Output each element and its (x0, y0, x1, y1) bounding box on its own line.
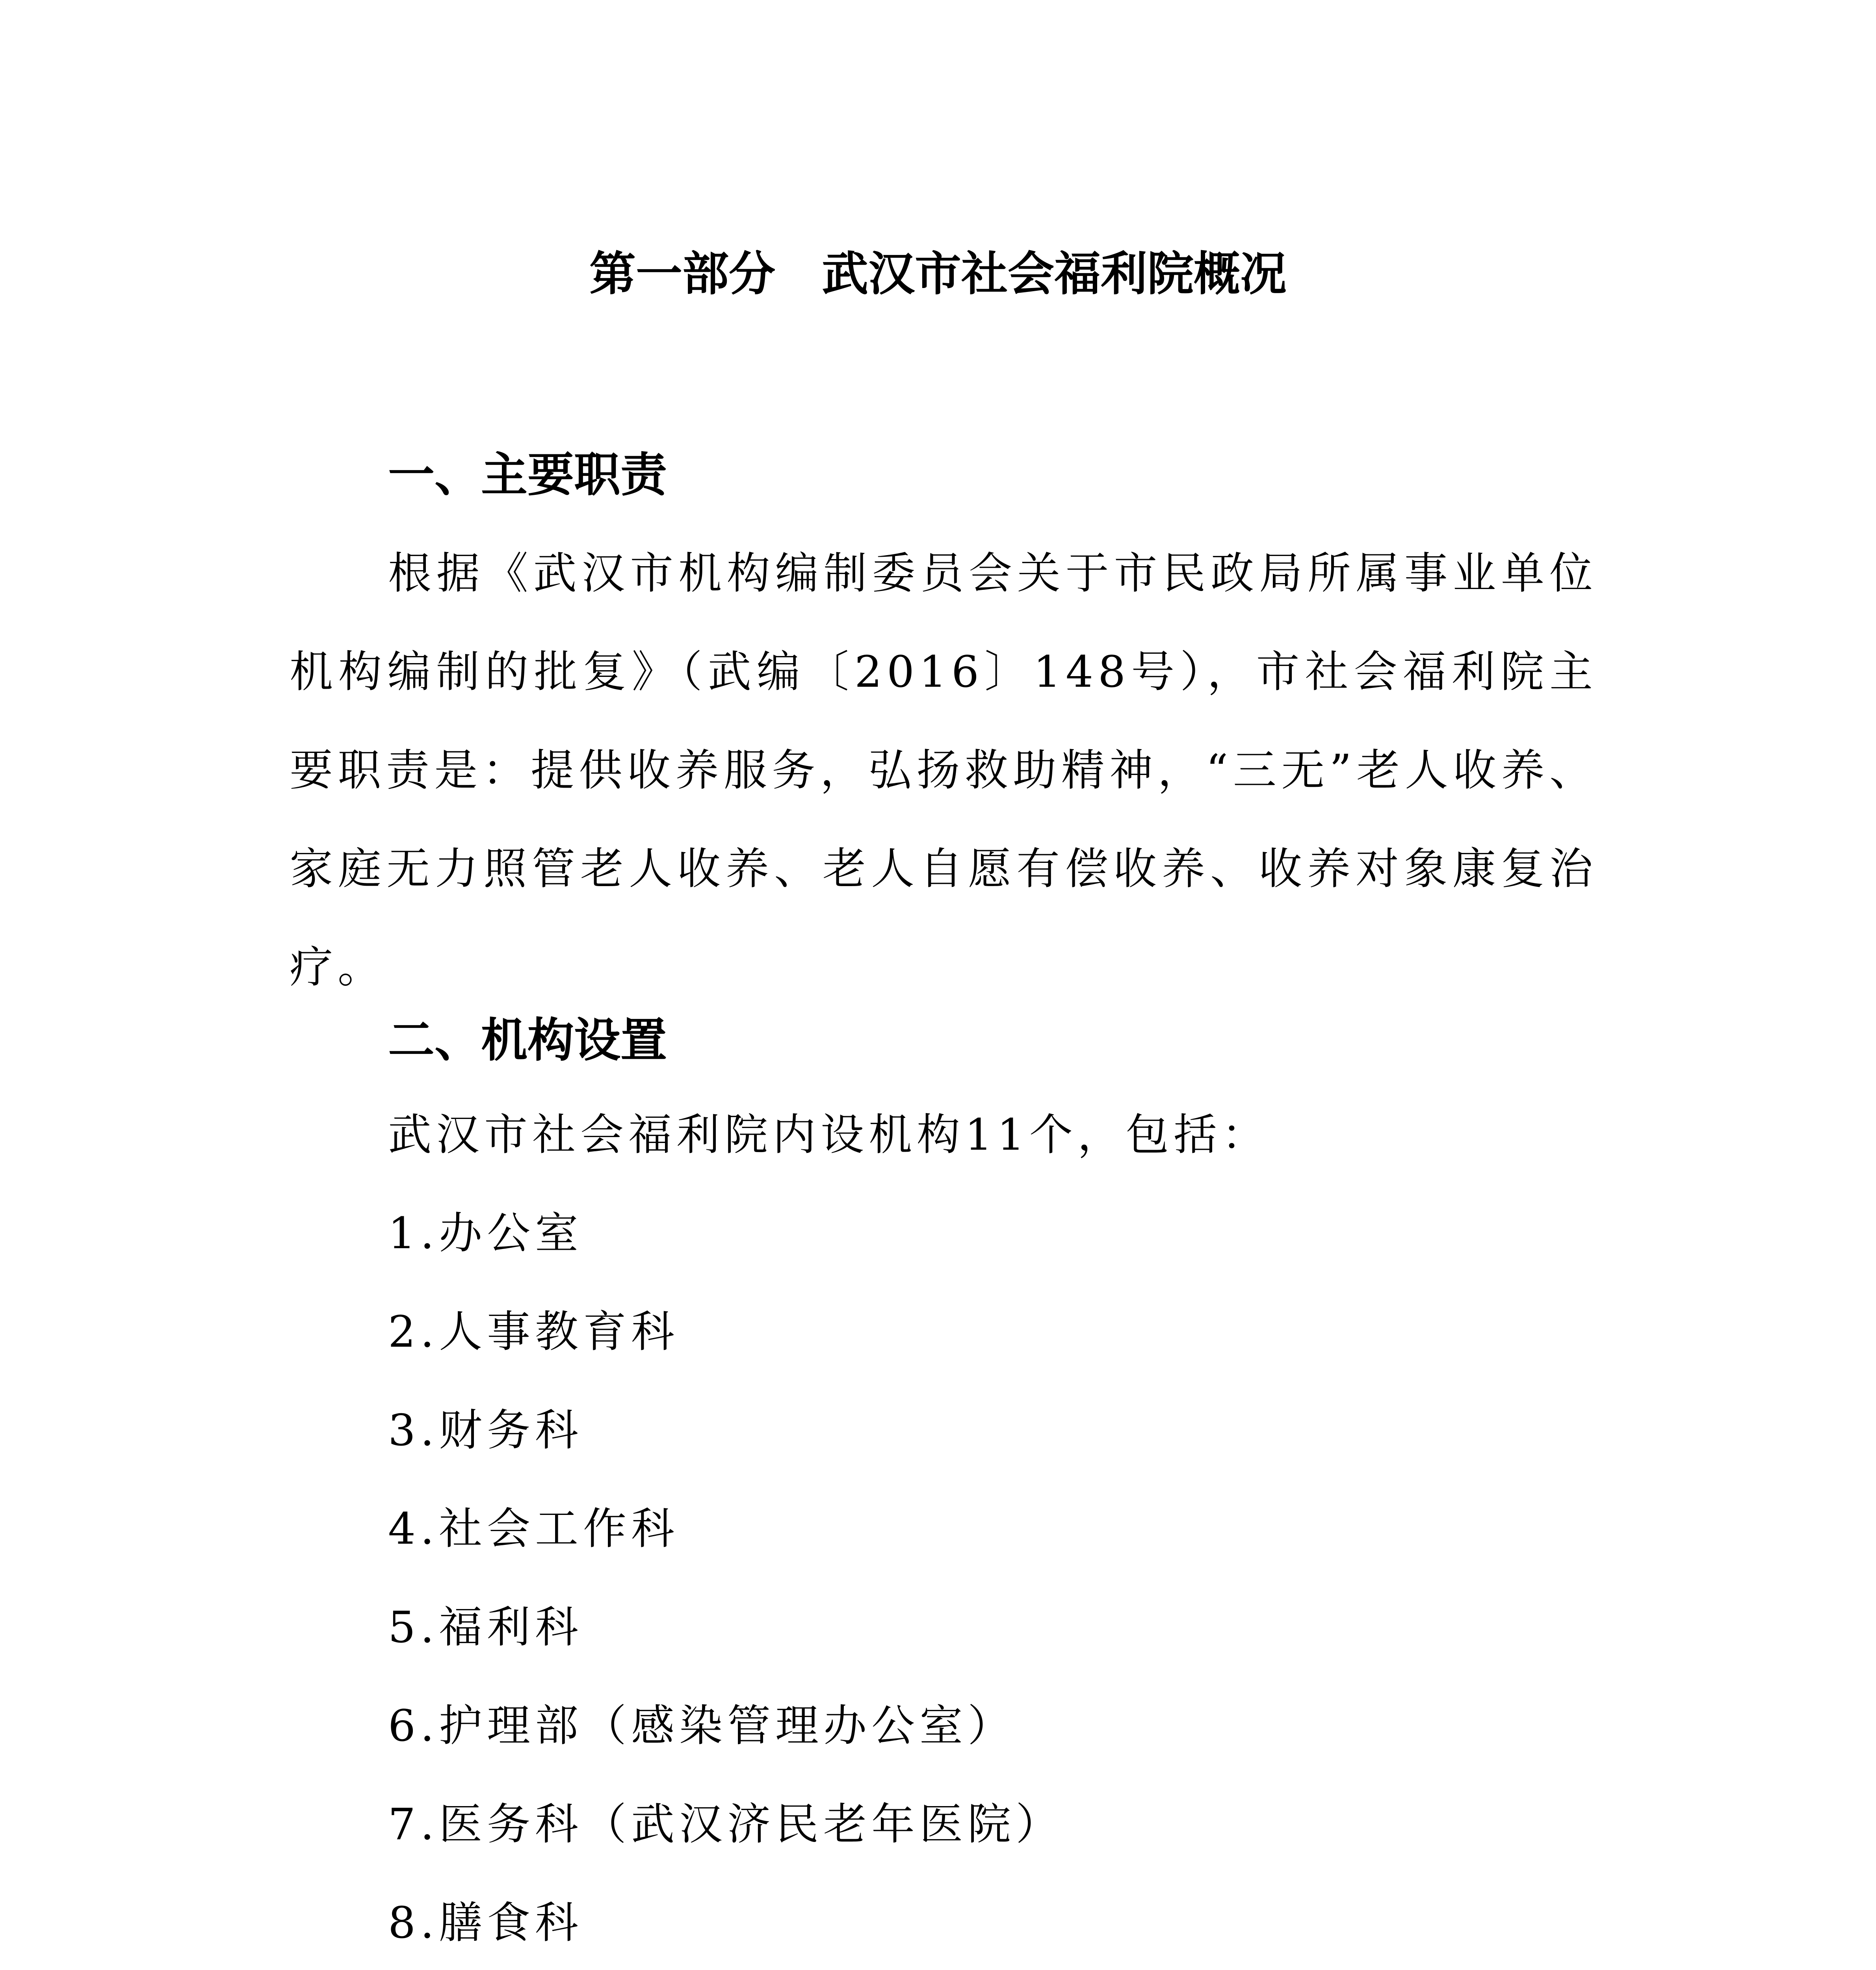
main-duties-paragraph: 根据《武汉市机构编制委员会关于市民政局所属事业单位机构编制的批复》（武编〔2016〕148号），市社会福利院主要职责是：提供收养服务，弘扬救助精神，“三无”老人收养、家庭无力照管老人收养、老人自愿有偿收养、收养对象康复治疗。 (290, 548, 1597, 992)
organization-intro: 武汉市社会福利院内设机构11个，包括： (388, 1110, 1270, 1160)
section-heading-organization: 二、机构设置 (388, 1013, 667, 1067)
list-item: 6.护理部（感染管理办公室） (388, 1701, 1016, 1751)
page-title: 第一部分 武汉市社会福利院概况 (589, 247, 1287, 301)
section-heading-main-duties: 一、主要职责 (388, 448, 667, 502)
list-item: 1.办公室 (388, 1208, 583, 1258)
list-item: 2.人事教育科 (388, 1307, 679, 1357)
list-item: 8.膳食科 (388, 1898, 583, 1948)
list-item: 3.财务科 (388, 1405, 583, 1455)
list-item: 5.福利科 (388, 1602, 583, 1652)
list-item: 7.医务科（武汉济民老年医院） (388, 1799, 1064, 1849)
list-item: 4.社会工作科 (388, 1504, 679, 1554)
organization-list (388, 1204, 1064, 1970)
